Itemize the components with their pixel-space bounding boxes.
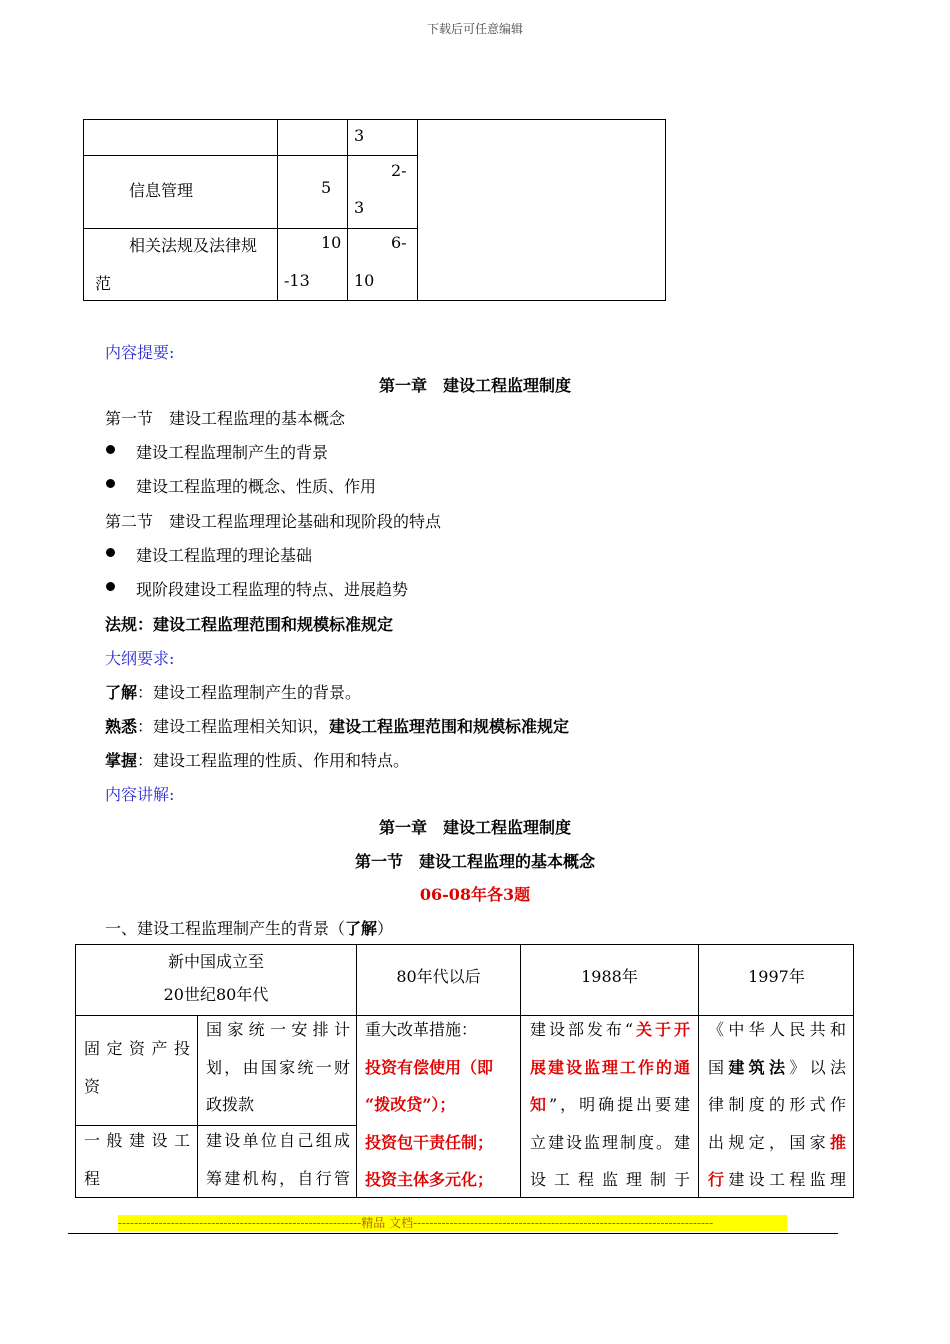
table-divider (277, 120, 278, 300)
cell-line: 筹建机构，自行管 (206, 1168, 350, 1188)
text: ：建设工程监理制产生的背景。 (137, 683, 362, 702)
cell-line: 资 (84, 1076, 101, 1096)
table-cell: 信息管理 (129, 181, 194, 200)
summary-label: 内容提要: (105, 343, 175, 362)
footer-dashes: -------------------------------------------------------------------------- (413, 1216, 714, 1230)
chapter-title: 第一章 建设工程监理制度 (378, 818, 571, 837)
table-cell: 相关法规及法律规 (129, 236, 258, 255)
cell-line: 展建设监理工作的通 (530, 1057, 690, 1077)
section-title: 第二节 建设工程监理理论基础和现阶段的特点 (105, 512, 442, 531)
cell-line (708, 1049, 846, 1087)
cell-line: 一般建设工 (84, 1131, 190, 1150)
cell-1988 (530, 1011, 690, 1199)
cell-line: 《中华人民共和 (708, 1020, 846, 1039)
table-divider (347, 120, 348, 300)
cell-line: 程 (84, 1168, 101, 1188)
footer-dashes: ------------------------------------------------------------ (118, 1216, 362, 1230)
table-divider (197, 1015, 198, 1197)
cell-line: 投资主体多元化； (365, 1170, 494, 1189)
text: 建设部发布“ (530, 1020, 634, 1039)
bullet-icon (106, 582, 115, 591)
explain-label: 内容讲解: (105, 785, 175, 804)
outline-familiar (105, 714, 569, 737)
text: 国 (708, 1057, 729, 1077)
cell-line: 重大改革措施： (365, 1020, 478, 1039)
table-cell: 3 (354, 126, 365, 145)
fixed-assets-text (206, 1011, 350, 1124)
bold-text: 建设工程监理范围和规模标准规定 (329, 717, 570, 736)
explain-heading (105, 916, 393, 939)
footer-text: 精品 文档 (361, 1216, 414, 1230)
red-text: 关于开 (633, 1020, 690, 1039)
red-text: 推 (829, 1132, 846, 1152)
bullet-icon (106, 548, 115, 557)
bullet-icon (106, 445, 115, 454)
cell-line (708, 1124, 846, 1162)
header-line: 20世纪80年代 (163, 985, 269, 1004)
list-item: 建设工程监理制产生的背景 (136, 443, 329, 462)
bold-text: 建筑法 (728, 1057, 790, 1077)
header-col4: 1997年 (748, 967, 805, 986)
regulation-line: 法规：建设工程监理范围和规模标准规定 (105, 615, 394, 634)
list-item: 建设工程监理的概念、性质、作用 (136, 477, 377, 496)
section-title: 第一节 建设工程监理的基本概念 (354, 852, 595, 871)
list-item: 建设工程监理的理论基础 (136, 546, 313, 565)
reform-measures (365, 1011, 515, 1199)
text: ：建设工程监理的性质、作用和特点。 (137, 751, 410, 770)
red-text: 知 (530, 1095, 549, 1114)
table-cell: 5 (321, 178, 332, 197)
keyword: 了解 (105, 683, 138, 702)
cell-line: 投资有偿使用（即 (365, 1057, 494, 1077)
cell-1997 (708, 1011, 846, 1199)
exam-note: 06-08年各3题 (419, 885, 531, 904)
table-cell: 10 (321, 233, 342, 252)
fixed-assets-label (84, 1030, 190, 1105)
top-table (83, 119, 666, 301)
text: ） (377, 919, 394, 938)
header-note: 下载后可任意编辑 (426, 22, 523, 36)
cell-line: “拨改贷”）； (365, 1095, 456, 1114)
text: ：建设工程监理相关知识， (137, 717, 330, 736)
cell-line (708, 1161, 846, 1199)
cell-line: 投资包干责任制； (365, 1132, 494, 1152)
table-cell: 2- (391, 161, 407, 180)
cell-line: 律制度的形式作 (708, 1095, 846, 1114)
footer-rule (68, 1233, 838, 1234)
text: 》以法 (789, 1057, 846, 1077)
bold-text: 了解 (345, 919, 378, 938)
header-col3: 1988年 (581, 967, 638, 986)
footer-banner (118, 1215, 787, 1231)
keyword: 熟悉 (105, 717, 138, 736)
cell-line: 国家统一安排计 (206, 1020, 350, 1039)
cell-line: 建设单位自己组成 (206, 1131, 350, 1150)
history-table (75, 944, 854, 1198)
text: 一、建设工程监理制产生的背景（ (105, 919, 346, 938)
cell-line: 固定资产投 (84, 1039, 190, 1058)
cell-line: 立建设监理制度。建 (530, 1132, 690, 1152)
cell-line (530, 1011, 690, 1049)
text: 出规定，国家 (708, 1132, 830, 1152)
text: 建设工程监理 (728, 1170, 846, 1189)
cell-line: 政拨款 (206, 1095, 255, 1114)
table-divider (84, 228, 417, 229)
chapter-title: 第一章 建设工程监理制度 (378, 376, 571, 395)
keyword: 掌握 (105, 751, 138, 770)
outline-label: 大纲要求: (105, 649, 175, 668)
table-cell: -13 (284, 271, 310, 290)
outline-understand (105, 680, 361, 703)
table-divider (417, 120, 418, 300)
general-label (84, 1122, 190, 1197)
cell-line: 设工程监理制于 (530, 1170, 690, 1189)
table-cell: 6- (391, 233, 407, 252)
red-text: 行 (708, 1170, 729, 1189)
header-col2: 80年代以后 (396, 967, 481, 986)
general-text (206, 1122, 350, 1197)
cell-line (530, 1086, 690, 1124)
header-col1 (76, 945, 356, 1011)
text: ”，明确提出要建 (548, 1095, 690, 1114)
table-divider (84, 155, 417, 156)
outline-master (105, 748, 409, 771)
cell-line: 划，由国家统一财 (206, 1057, 350, 1077)
list-item: 现阶段建设工程监理的特点、进展趋势 (136, 580, 409, 599)
table-cell: 3 (354, 198, 365, 217)
bullet-icon (106, 479, 115, 488)
table-cell: 10 (354, 271, 375, 290)
section-title: 第一节 建设工程监理的基本概念 (105, 409, 346, 428)
table-cell: 范 (95, 274, 112, 293)
header-line: 新中国成立至 (167, 952, 264, 971)
